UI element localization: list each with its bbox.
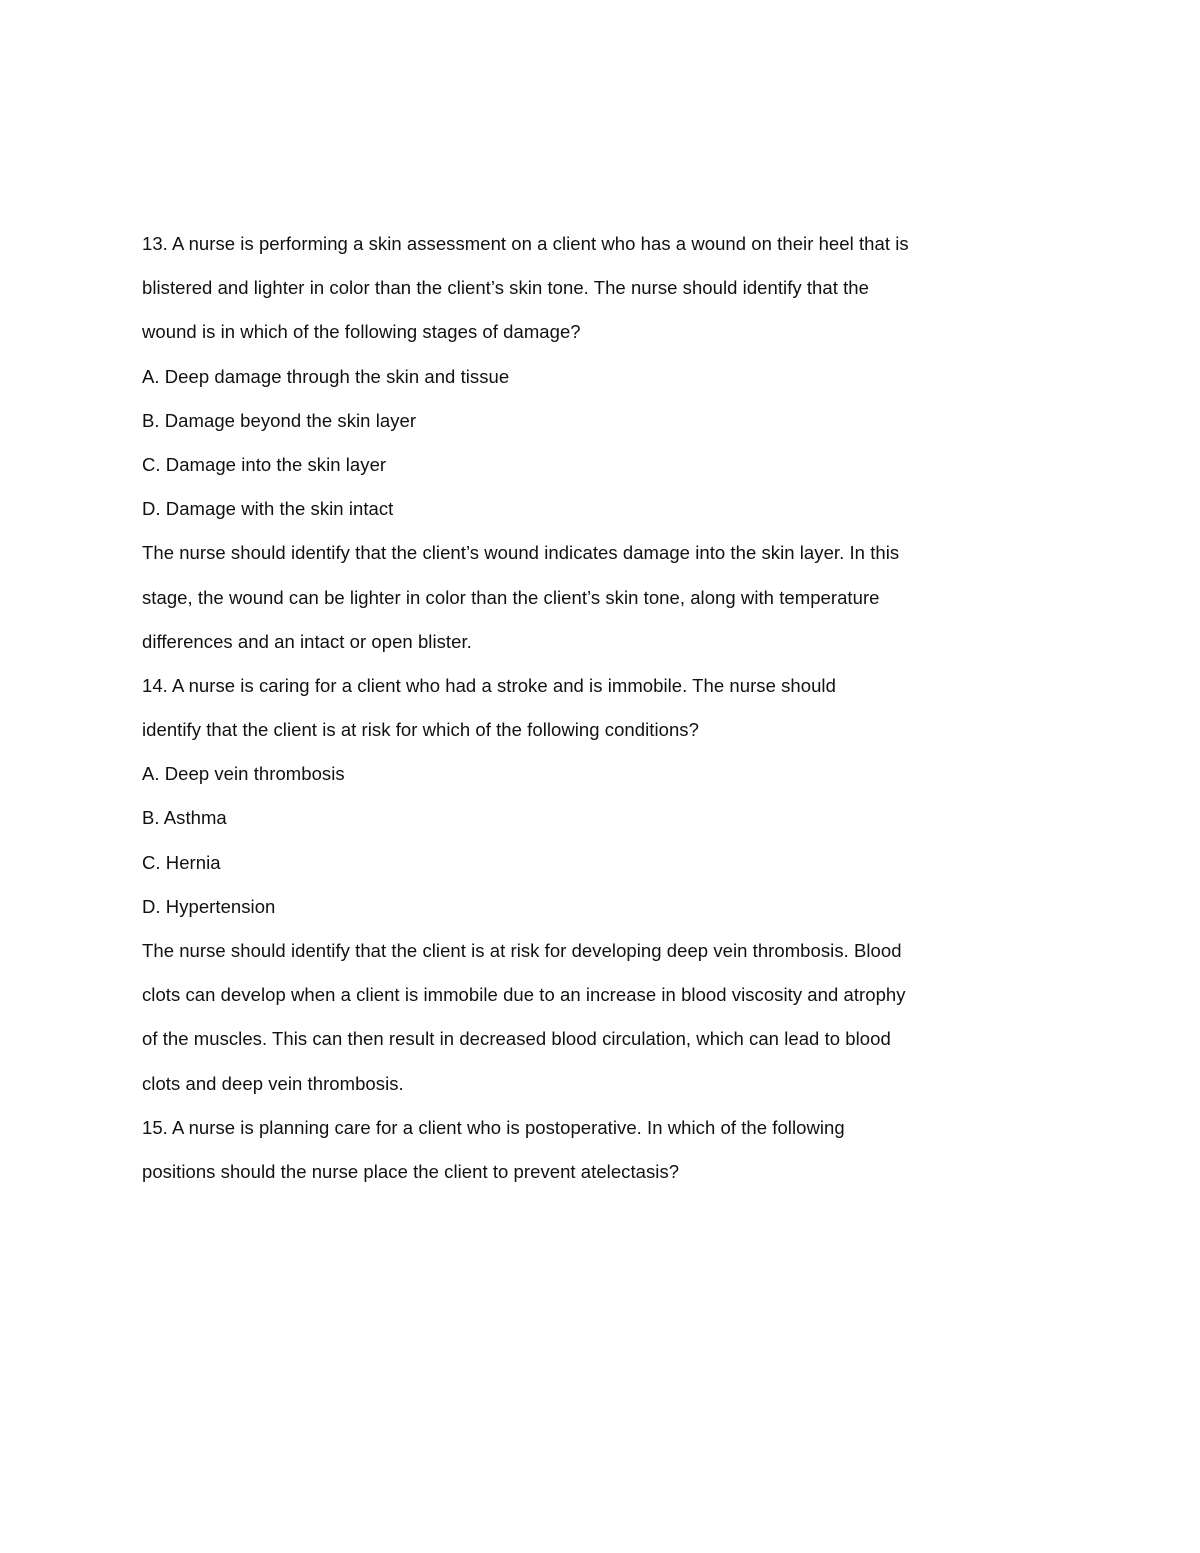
question-14-rationale-line-2: clots can develop when a client is immobile due to an increase in blood viscosity and atrophy xyxy=(142,984,906,1006)
question-14-option-d: D. Hypertension xyxy=(142,895,276,917)
question-14-rationale-line-3: of the muscles. This can then result in decreased blood circulation, which can lead to blood xyxy=(142,1028,891,1050)
question-14 xyxy=(142,664,1042,1106)
question-14-stem-line-2: identify that the client is at risk for which of the following conditions? xyxy=(142,719,699,741)
question-14-option-b: B. Asthma xyxy=(142,807,227,829)
question-13-option-d: D. Damage with the skin intact xyxy=(142,498,394,520)
question-13-rationale-line-1: The nurse should identify that the client’s wound indicates damage into the skin layer. In this xyxy=(142,542,900,564)
question-15 xyxy=(142,1106,1042,1194)
question-14-option-c: C. Hernia xyxy=(142,851,221,873)
question-15-stem-line-2: positions should the nurse place the client to prevent atelectasis? xyxy=(142,1160,680,1182)
question-13-rationale-line-3: differences and an intact or open blister. xyxy=(142,630,472,652)
document-body xyxy=(142,222,1042,1194)
question-14-option-a: A. Deep vein thrombosis xyxy=(142,763,345,785)
question-13-option-b: B. Damage beyond the skin layer xyxy=(142,409,417,431)
question-13-rationale-line-2: stage, the wound can be lighter in color than the client’s skin tone, along with temperature xyxy=(142,586,880,608)
question-14-rationale-line-4: clots and deep vein thrombosis. xyxy=(142,1072,404,1094)
question-13 xyxy=(142,222,1042,664)
question-14-stem-line-1: 14. A nurse is caring for a client who had a stroke and is immobile. The nurse should xyxy=(142,674,836,696)
question-13-option-c: C. Damage into the skin layer xyxy=(142,453,387,475)
question-13-option-a: A. Deep damage through the skin and tissue xyxy=(142,365,510,387)
question-13-stem-line-1: 13. A nurse is performing a skin assessment on a client who has a wound on their heel that is xyxy=(142,233,909,254)
question-14-rationale-line-1: The nurse should identify that the client is at risk for developing deep vein thrombosis. Blood xyxy=(142,940,902,961)
question-15-stem-line-1: 15. A nurse is planning care for a client who is postoperative. In which of the following xyxy=(142,1116,845,1138)
question-13-stem-line-2: blistered and lighter in color than the client’s skin tone. The nurse should identify that the xyxy=(142,277,869,299)
question-13-stem-line-3: wound is in which of the following stages of damage? xyxy=(142,321,581,343)
